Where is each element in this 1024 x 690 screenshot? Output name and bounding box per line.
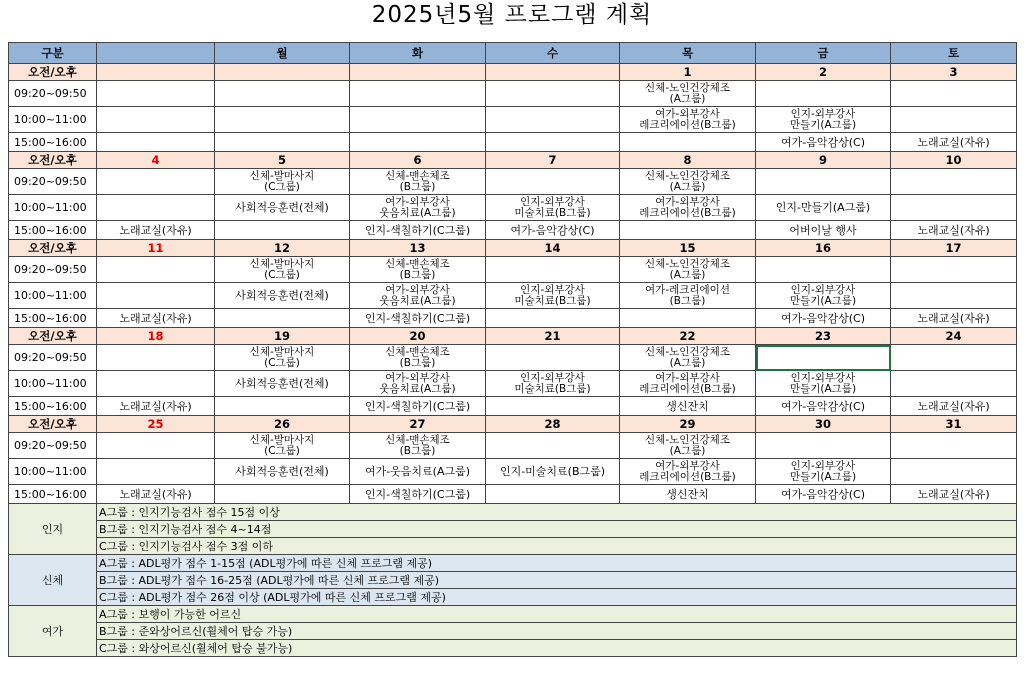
time-slot[interactable]: 15:00~16:00 — [9, 221, 97, 240]
program-cell[interactable] — [756, 433, 891, 459]
date-cell[interactable]: 20 — [350, 328, 486, 345]
date-cell[interactable]: 31 — [891, 416, 1017, 433]
legend-text[interactable]: A그룹 : ADL평가 점수 1-15점 (ADL평가에 따른 신체 프로그램 제공) — [97, 555, 1017, 572]
cell-line: (B그룹) — [669, 294, 706, 307]
header-row — [9, 43, 1017, 64]
program-cell[interactable]: 사회적응훈련(전체) — [215, 459, 350, 485]
time-slot[interactable]: 15:00~16:00 — [9, 309, 97, 328]
program-cell[interactable] — [350, 133, 486, 152]
date-cell[interactable]: 16 — [756, 240, 891, 257]
program-cell[interactable]: 인지-색칠하기(C그룹) — [350, 397, 486, 416]
cell-line: 인지-외부강사 — [790, 107, 856, 120]
program-cell[interactable] — [620, 195, 756, 221]
cell-line: (A그룹) — [669, 92, 706, 105]
program-cell[interactable] — [891, 283, 1017, 309]
program-cell[interactable] — [97, 169, 215, 195]
date-cell[interactable]: 14 — [486, 240, 620, 257]
program-cell[interactable] — [620, 221, 756, 240]
cell-line: 신체-맨손체조 — [385, 433, 450, 446]
schedule-row — [9, 169, 1017, 195]
program-cell[interactable] — [620, 459, 756, 485]
program-cell[interactable] — [891, 257, 1017, 283]
program-cell[interactable]: 사회적응훈련(전체) — [215, 195, 350, 221]
cell-line: (C그룹) — [264, 268, 300, 281]
period-label[interactable]: 오전/오후 — [9, 64, 97, 81]
date-cell[interactable]: 3 — [891, 64, 1017, 81]
program-cell[interactable] — [756, 283, 891, 309]
date-cell[interactable]: 18 — [97, 328, 215, 345]
program-cell[interactable]: 인지-색칠하기(C그룹) — [350, 485, 486, 504]
cell-line: 레크리에이션(B그룹) — [639, 206, 736, 219]
header-day[interactable]: 월 — [215, 43, 350, 64]
program-cell[interactable] — [486, 169, 620, 195]
program-cell[interactable] — [350, 81, 486, 107]
program-cell[interactable] — [215, 397, 350, 416]
program-cell[interactable] — [486, 309, 620, 328]
cell-line: 여가-외부강사 — [655, 371, 720, 384]
time-slot[interactable]: 10:00~11:00 — [9, 107, 97, 133]
legend-text[interactable]: C그룹 : 와상어르신(휠체어 탑승 불가능) — [97, 640, 1017, 657]
cell-line: 신체-맨손체조 — [385, 345, 450, 358]
cell-line: 레크리에이션(B그룹) — [639, 382, 736, 395]
legend-row — [9, 623, 1017, 640]
header-day[interactable]: 수 — [486, 43, 620, 64]
cell-line: 레크리에이션(B그룹) — [639, 470, 736, 483]
cell-line: 인지-외부강사 — [520, 283, 585, 296]
legend-text[interactable]: B그룹 : 인지기능검사 점수 4~14점 — [97, 521, 1017, 538]
program-cell[interactable] — [350, 195, 486, 221]
program-cell[interactable]: 인지-미술치료(B그룹) — [486, 459, 620, 485]
program-schedule-table — [8, 42, 1017, 657]
program-cell[interactable]: 노래교실(자유) — [97, 485, 215, 504]
cell-line: 인지-외부강사 — [790, 283, 856, 296]
header-day[interactable] — [97, 43, 215, 64]
date-cell[interactable]: 17 — [891, 240, 1017, 257]
cell-line: (C그룹) — [264, 180, 300, 193]
legend-row — [9, 640, 1017, 657]
date-cell[interactable]: 6 — [350, 152, 486, 169]
program-cell[interactable]: 어버이날 행사 — [756, 221, 891, 240]
program-cell[interactable]: 사회적응훈련(전체) — [215, 371, 350, 397]
program-cell[interactable] — [756, 257, 891, 283]
time-slot[interactable]: 09:20~09:50 — [9, 433, 97, 459]
program-cell[interactable] — [486, 195, 620, 221]
program-cell[interactable] — [350, 433, 486, 459]
program-cell[interactable] — [620, 309, 756, 328]
date-cell[interactable]: 12 — [215, 240, 350, 257]
header-day[interactable]: 토 — [891, 43, 1017, 64]
time-slot[interactable]: 09:20~09:50 — [9, 81, 97, 107]
legend-row — [9, 589, 1017, 606]
cell-line: 인지-외부강사 — [520, 371, 585, 384]
program-cell[interactable] — [97, 107, 215, 133]
time-slot[interactable]: 10:00~11:00 — [9, 459, 97, 485]
week-date-row — [9, 240, 1017, 257]
legend-text[interactable]: C그룹 : 인지기능검사 점수 3점 이하 — [97, 538, 1017, 555]
program-cell[interactable] — [97, 195, 215, 221]
program-cell[interactable] — [350, 107, 486, 133]
program-cell[interactable] — [620, 283, 756, 309]
program-cell[interactable] — [97, 283, 215, 309]
cell-line: 인지-외부강사 — [790, 459, 856, 472]
program-cell[interactable] — [97, 133, 215, 152]
program-cell[interactable] — [486, 485, 620, 504]
date-cell[interactable]: 7 — [486, 152, 620, 169]
date-cell[interactable] — [486, 64, 620, 81]
period-label[interactable]: 오전/오후 — [9, 240, 97, 257]
cell-line: 신체-맨손체조 — [385, 257, 450, 270]
schedule-row — [9, 81, 1017, 107]
cell-line: (B그룹) — [399, 268, 436, 281]
program-cell[interactable] — [215, 221, 350, 240]
week-date-row — [9, 64, 1017, 81]
cell-line: (A그룹) — [669, 268, 706, 281]
program-cell[interactable]: 노래교실(자유) — [97, 221, 215, 240]
cell-line: 만들기(A그룹) — [789, 294, 857, 307]
cell-line: 만들기(A그룹) — [789, 470, 857, 483]
program-cell[interactable] — [215, 107, 350, 133]
schedule-row — [9, 283, 1017, 309]
program-cell[interactable] — [756, 345, 891, 371]
schedule-row — [9, 485, 1017, 504]
date-cell[interactable]: 19 — [215, 328, 350, 345]
date-cell[interactable]: 22 — [620, 328, 756, 345]
legend-row — [9, 538, 1017, 555]
cell-line: 여가-외부강사 — [385, 371, 450, 384]
header-day[interactable]: 금 — [756, 43, 891, 64]
date-cell[interactable] — [97, 64, 215, 81]
cell-line: 신체-맨손체조 — [385, 169, 450, 182]
date-cell[interactable]: 25 — [97, 416, 215, 433]
date-cell[interactable]: 10 — [891, 152, 1017, 169]
program-cell[interactable]: 노래교실(자유) — [891, 397, 1017, 416]
time-slot[interactable]: 09:20~09:50 — [9, 169, 97, 195]
program-cell[interactable] — [891, 433, 1017, 459]
program-cell[interactable]: 생신잔치 — [620, 397, 756, 416]
program-cell[interactable]: 생신잔치 — [620, 485, 756, 504]
time-slot[interactable]: 09:20~09:50 — [9, 345, 97, 371]
program-cell[interactable] — [97, 371, 215, 397]
program-cell[interactable] — [486, 257, 620, 283]
program-cell[interactable] — [620, 81, 756, 107]
legend-text[interactable]: A그룹 : 보행이 가능한 어르신 — [97, 606, 1017, 623]
cell-line: 신체-발마사지 — [249, 169, 315, 182]
cell-line: 웃음치료(A그룹) — [379, 382, 456, 395]
program-cell[interactable] — [891, 345, 1017, 371]
program-cell[interactable] — [620, 433, 756, 459]
program-cell[interactable]: 인지-색칠하기(C그룹) — [350, 221, 486, 240]
date-cell[interactable]: 24 — [891, 328, 1017, 345]
program-cell[interactable]: 여가-음악감상(C) — [756, 485, 891, 504]
cell-line: 미술치료(B그룹) — [514, 294, 591, 307]
program-cell[interactable]: 노래교실(자유) — [891, 309, 1017, 328]
legend-text[interactable]: B그룹 : 준와상어르신(휠체어 탑승 가능) — [97, 623, 1017, 640]
legend-row — [9, 521, 1017, 538]
program-cell[interactable] — [891, 169, 1017, 195]
period-label[interactable]: 오전/오후 — [9, 416, 97, 433]
cell-line: 신체-노인건강체조 — [645, 81, 730, 94]
program-cell[interactable] — [350, 283, 486, 309]
date-cell[interactable]: 27 — [350, 416, 486, 433]
cell-line: (B그룹) — [399, 444, 436, 457]
schedule-row — [9, 195, 1017, 221]
date-cell[interactable]: 29 — [620, 416, 756, 433]
program-cell[interactable] — [486, 397, 620, 416]
program-cell[interactable] — [215, 257, 350, 283]
program-cell[interactable]: 노래교실(자유) — [891, 485, 1017, 504]
header-category[interactable]: 구분 — [9, 43, 97, 64]
program-cell[interactable] — [486, 133, 620, 152]
date-cell[interactable]: 9 — [756, 152, 891, 169]
cell-line: 여가-레크리에이션 — [645, 283, 730, 296]
program-cell[interactable] — [486, 433, 620, 459]
date-cell[interactable]: 11 — [97, 240, 215, 257]
cell-line: 여가-외부강사 — [655, 195, 720, 208]
cell-line: 신체-발마사지 — [249, 257, 315, 270]
header-day[interactable]: 화 — [350, 43, 486, 64]
program-cell[interactable] — [215, 169, 350, 195]
date-cell[interactable]: 15 — [620, 240, 756, 257]
schedule-row — [9, 459, 1017, 485]
schedule-row — [9, 107, 1017, 133]
legend-row — [9, 606, 1017, 623]
legend-category[interactable]: 신체 — [9, 555, 97, 606]
program-cell[interactable] — [891, 195, 1017, 221]
program-cell[interactable]: 여가-음악감상(C) — [486, 221, 620, 240]
program-cell[interactable] — [620, 169, 756, 195]
legend-row — [9, 572, 1017, 589]
program-cell[interactable] — [891, 371, 1017, 397]
program-cell[interactable] — [215, 345, 350, 371]
program-cell[interactable] — [756, 107, 891, 133]
cell-line: (C그룹) — [264, 356, 300, 369]
program-cell[interactable] — [97, 459, 215, 485]
cell-line: 인지-외부강사 — [520, 195, 585, 208]
page-title: 2025년5월 프로그램 계획 — [371, 2, 653, 28]
legend-row — [9, 504, 1017, 521]
cell-line: 신체-발마사지 — [249, 433, 315, 446]
date-cell[interactable] — [350, 64, 486, 81]
program-cell[interactable] — [486, 345, 620, 371]
program-cell[interactable] — [97, 81, 215, 107]
schedule-row — [9, 257, 1017, 283]
cell-line: (C그룹) — [264, 444, 300, 457]
legend-category[interactable]: 인지 — [9, 504, 97, 555]
cell-line: 미술치료(B그룹) — [514, 382, 591, 395]
time-slot[interactable]: 15:00~16:00 — [9, 397, 97, 416]
date-cell[interactable]: 28 — [486, 416, 620, 433]
schedule-row — [9, 133, 1017, 152]
program-cell[interactable]: 여가-음악감상(C) — [756, 133, 891, 152]
date-cell[interactable]: 5 — [215, 152, 350, 169]
date-cell[interactable]: 23 — [756, 328, 891, 345]
cell-line: 만들기(A그룹) — [789, 118, 857, 131]
program-cell[interactable] — [891, 459, 1017, 485]
cell-line: 여가-외부강사 — [385, 195, 450, 208]
program-cell[interactable]: 여가-음악감상(C) — [756, 309, 891, 328]
schedule-row — [9, 309, 1017, 328]
schedule-row — [9, 397, 1017, 416]
time-slot[interactable]: 10:00~11:00 — [9, 371, 97, 397]
program-cell[interactable] — [97, 433, 215, 459]
date-cell[interactable]: 26 — [215, 416, 350, 433]
program-cell[interactable] — [891, 107, 1017, 133]
legend-category[interactable]: 여가 — [9, 606, 97, 657]
program-cell[interactable] — [97, 345, 215, 371]
date-cell[interactable]: 8 — [620, 152, 756, 169]
program-cell[interactable] — [215, 81, 350, 107]
program-cell[interactable] — [756, 169, 891, 195]
date-cell[interactable]: 21 — [486, 328, 620, 345]
program-cell[interactable] — [215, 309, 350, 328]
program-cell[interactable] — [486, 283, 620, 309]
program-cell[interactable] — [215, 485, 350, 504]
legend-row — [9, 555, 1017, 572]
time-slot[interactable]: 10:00~11:00 — [9, 195, 97, 221]
cell-line: 여가-외부강사 — [655, 459, 720, 472]
program-cell[interactable] — [756, 81, 891, 107]
header-day[interactable]: 목 — [620, 43, 756, 64]
date-cell[interactable]: 4 — [97, 152, 215, 169]
program-cell[interactable] — [756, 371, 891, 397]
program-cell[interactable] — [891, 81, 1017, 107]
date-cell[interactable]: 2 — [756, 64, 891, 81]
cell-line: (B그룹) — [399, 356, 436, 369]
schedule-row — [9, 221, 1017, 240]
cell-line: 인지-외부강사 — [790, 371, 856, 384]
program-cell[interactable] — [486, 107, 620, 133]
time-slot[interactable]: 15:00~16:00 — [9, 133, 97, 152]
cell-line: (A그룹) — [669, 180, 706, 193]
cell-line: 신체-노인건강체조 — [645, 169, 730, 182]
cell-line: 여가-외부강사 — [385, 283, 450, 296]
date-cell[interactable]: 1 — [620, 64, 756, 81]
schedule-row — [9, 345, 1017, 371]
cell-line: 여가-외부강사 — [655, 107, 720, 120]
program-cell[interactable]: 노래교실(자유) — [891, 221, 1017, 240]
program-cell[interactable] — [620, 345, 756, 371]
program-cell[interactable] — [215, 133, 350, 152]
program-cell[interactable]: 여가-웃음치료(A그룹) — [350, 459, 486, 485]
schedule-row — [9, 433, 1017, 459]
program-cell[interactable] — [97, 257, 215, 283]
program-cell[interactable]: 노래교실(자유) — [891, 133, 1017, 152]
program-cell[interactable] — [620, 257, 756, 283]
date-cell[interactable]: 30 — [756, 416, 891, 433]
cell-line: (A그룹) — [669, 356, 706, 369]
cell-line: 미술치료(B그룹) — [514, 206, 591, 219]
week-date-row — [9, 152, 1017, 169]
program-cell[interactable] — [620, 133, 756, 152]
program-cell[interactable] — [350, 257, 486, 283]
legend-text[interactable]: C그룹 : ADL평가 점수 26점 이상 (ADL평가에 따른 신체 프로그램 제공) — [97, 589, 1017, 606]
time-slot[interactable]: 15:00~16:00 — [9, 485, 97, 504]
cell-line: 레크리에이션(B그룹) — [639, 118, 736, 131]
week-date-row — [9, 328, 1017, 345]
time-slot[interactable]: 10:00~11:00 — [9, 283, 97, 309]
cell-line: (A그룹) — [669, 444, 706, 457]
cell-line: 웃음치료(A그룹) — [379, 206, 456, 219]
program-cell[interactable] — [620, 371, 756, 397]
cell-line: 신체-노인건강체조 — [645, 257, 730, 270]
period-label[interactable]: 오전/오후 — [9, 152, 97, 169]
program-cell[interactable]: 인지-색칠하기(C그룹) — [350, 309, 486, 328]
program-cell[interactable] — [350, 345, 486, 371]
schedule-row — [9, 371, 1017, 397]
cell-line: (B그룹) — [399, 180, 436, 193]
legend-text[interactable]: B그룹 : ADL평가 점수 16-25점 (ADL평가에 따른 신체 프로그램 제공) — [97, 572, 1017, 589]
program-cell[interactable] — [486, 81, 620, 107]
program-cell[interactable] — [620, 107, 756, 133]
program-cell[interactable] — [215, 433, 350, 459]
program-cell[interactable]: 노래교실(자유) — [97, 397, 215, 416]
program-cell[interactable]: 여가-음악감상(C) — [756, 397, 891, 416]
date-cell[interactable]: 13 — [350, 240, 486, 257]
program-cell[interactable] — [350, 371, 486, 397]
cell-line: 만들기(A그룹) — [789, 382, 857, 395]
program-cell[interactable] — [486, 371, 620, 397]
date-cell[interactable] — [215, 64, 350, 81]
cell-line: 신체-노인건강체조 — [645, 433, 730, 446]
legend-text[interactable]: A그룹 : 인지기능검사 점수 15점 이상 — [97, 504, 1017, 521]
program-cell[interactable]: 노래교실(자유) — [97, 309, 215, 328]
cell-line: 신체-노인건강체조 — [645, 345, 730, 358]
program-cell[interactable] — [756, 459, 891, 485]
program-cell[interactable]: 인지-만들기(A그룹) — [756, 195, 891, 221]
period-label[interactable]: 오전/오후 — [9, 328, 97, 345]
week-date-row — [9, 416, 1017, 433]
time-slot[interactable]: 09:20~09:50 — [9, 257, 97, 283]
cell-line: 웃음치료(A그룹) — [379, 294, 456, 307]
program-cell[interactable] — [350, 169, 486, 195]
cell-line: 신체-발마사지 — [249, 345, 315, 358]
program-cell[interactable]: 사회적응훈련(전체) — [215, 283, 350, 309]
